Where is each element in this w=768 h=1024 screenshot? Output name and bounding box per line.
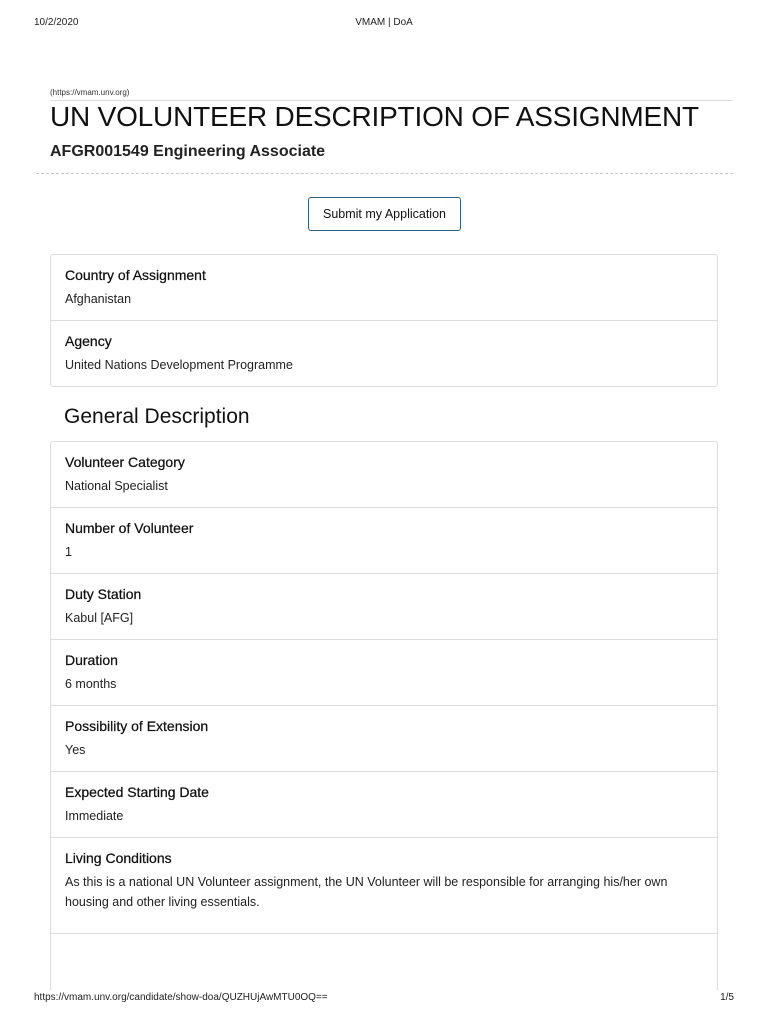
site-link[interactable]: (https://vmam.unv.org) [50,88,130,97]
page-url: https://vmam.unv.org/candidate/show-doa/QUZHUjAwMTU0OQ== [34,992,328,1003]
print-title: VMAM | DoA [355,17,413,28]
field-possibility-of-extension [51,706,717,772]
field-label: Duration [65,652,118,668]
field-label: Agency [65,333,112,349]
general-description-panel [50,441,718,990]
field-value: National Specialist [65,479,168,493]
field-value: Afghanistan [65,292,132,306]
page-number: 1/5 [720,992,734,1003]
page-title: UN VOLUNTEER DESCRIPTION OF ASSIGNMENT [50,101,699,132]
field-label: Living Conditions [65,850,172,866]
field-label: Duty Station [65,586,142,602]
field-value: Immediate [65,809,124,823]
assignment-subtitle: AFGR001549 Engineering Associate [50,143,326,160]
field-label: Number of Volunteer [65,520,194,536]
field-country-of-assignment [51,255,717,321]
field-duty-station [51,574,717,640]
assignment-info-panel [50,254,718,387]
field-value: United Nations Development Programme [65,358,293,372]
dashed-divider [36,173,733,174]
field-value: Kabul [AFG] [65,611,134,625]
field-label: Possibility of Extension [65,718,209,734]
field-value: Yes [65,743,86,757]
field-living-conditions [51,838,717,934]
print-header [0,17,768,31]
print-date: 10/2/2020 [34,17,79,28]
field-value: 6 months [65,677,117,691]
field-label: Country of Assignment [65,267,206,283]
field-number-of-volunteer [51,508,717,574]
field-expected-starting-date [51,772,717,838]
field-label: Expected Starting Date [65,784,209,800]
general-description-heading: General Description [64,405,250,428]
submit-application-button[interactable]: Submit my Application [308,197,461,231]
field-agency [51,321,717,386]
field-duration [51,640,717,706]
print-footer [0,992,768,1006]
field-value: 1 [65,545,72,559]
field-volunteer-category [51,442,717,508]
field-value: As this is a national UN Volunteer assignment, the UN Volunteer will be responsible for arranging his/her own housing and other living essentials. [65,875,668,909]
field-label: Volunteer Category [65,454,185,470]
